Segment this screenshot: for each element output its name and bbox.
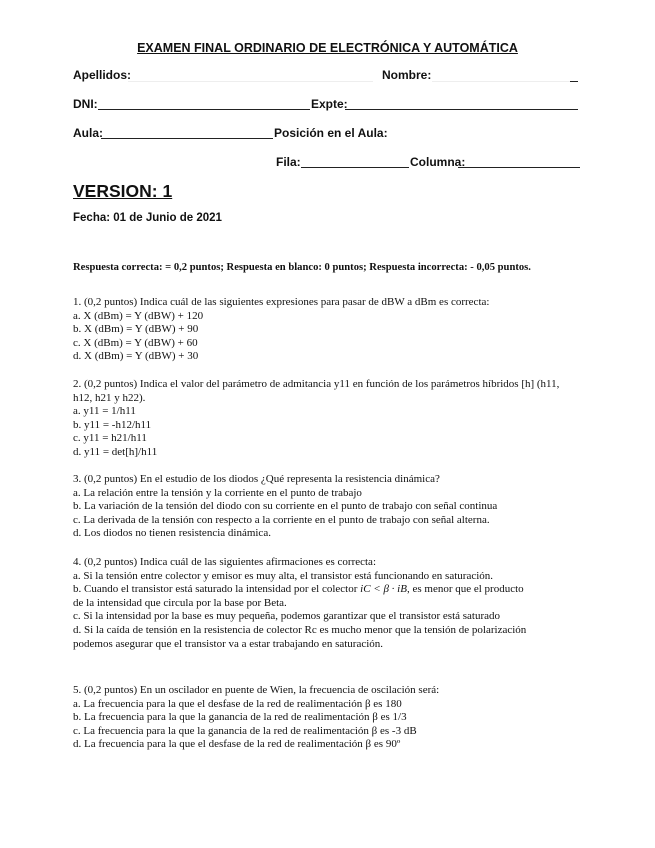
- columna-label: Columna:: [410, 155, 466, 169]
- apellidos-field[interactable]: [128, 81, 373, 82]
- option-c[interactable]: c. La derivada de la tensión con respecto a la corriente en el punto de trabajo con señal alterna.: [73, 513, 490, 526]
- question-5: [73, 684, 573, 752]
- option-a[interactable]: a. La frecuencia para la que el desfase de la red de realimentación β es 180: [73, 697, 402, 710]
- question-stem: 1. (0,2 puntos) Indica cuál de las siguientes expresiones para pasar de dBW a dBm es correcta:: [73, 296, 490, 308]
- exam-date: Fecha: 01 de Junio de 2021: [73, 212, 222, 224]
- version-heading: VERSION: 1: [73, 181, 173, 201]
- option-d[interactable]: d. X (dBm) = Y (dBW) + 30: [73, 350, 199, 363]
- fila-label: Fila:: [276, 155, 301, 169]
- question-stem: 4. (0,2 puntos) Indica cuál de las siguientes afirmaciones es correcta:: [73, 556, 376, 568]
- option-d[interactable]: d. Si la caída de tensión en la resistencia de colector Rc es mucho menor que la tensión de polarización: [73, 623, 527, 636]
- question-3: [73, 473, 573, 541]
- question-stem: 3. (0,2 puntos) En el estudio de los diodos ¿Qué representa la resistencia dinámica?: [73, 473, 440, 485]
- option-a[interactable]: a. La relación entre la tensión y la corriente en el punto de trabajo: [73, 486, 362, 499]
- option-a[interactable]: a. X (dBm) = Y (dBW) + 120: [73, 309, 204, 322]
- aula-field[interactable]: [101, 138, 273, 139]
- scoring-rules: Respuesta correcta: = 0,2 puntos; Respuesta en blanco: 0 puntos; Respuesta incorrecta: - 0,05 puntos.: [73, 262, 531, 273]
- option-b[interactable]: b. X (dBm) = Y (dBW) + 90: [73, 323, 199, 336]
- option-d[interactable]: d. Los diodos no tienen resistencia dinámica.: [73, 527, 271, 540]
- option-a[interactable]: a. y11 = 1/h11: [73, 405, 136, 418]
- nombre-field-end: [570, 81, 578, 82]
- question-1: [73, 296, 573, 364]
- dni-label: DNI:: [73, 97, 98, 111]
- nombre-label: Nombre:: [382, 68, 432, 82]
- option-b-text: b. Cuando el transistor está saturado la intensidad por el colector: [73, 583, 358, 596]
- option-d-continuation: podemos asegurar que el transistor va a estar trabajando en saturación.: [73, 637, 384, 650]
- option-c[interactable]: c. La frecuencia para la que la ganancia de la red de realimentación β es -3 dB: [73, 724, 417, 737]
- expte-field[interactable]: [345, 109, 578, 110]
- apellidos-label: Apellidos:: [73, 68, 132, 82]
- option-b[interactable]: b. La frecuencia para la que la ganancia de la red de realimentación β es 1/3: [73, 711, 407, 724]
- aula-label: Aula:: [73, 126, 103, 140]
- option-b-continuation: de la intensidad que circula por la base por Beta.: [73, 596, 287, 609]
- option-d[interactable]: d. y11 = det[h]/h11: [73, 445, 158, 458]
- option-c[interactable]: c. y11 = h21/h11: [73, 432, 147, 445]
- fila-field[interactable]: [301, 167, 409, 168]
- option-b-tail: , es menor que el producto: [406, 583, 524, 596]
- option-b[interactable]: b. y11 = -h12/h11: [73, 418, 152, 431]
- option-b[interactable]: b. La variación de la tensión del diodo con su corriente en el punto de trabajo con señal continua: [73, 500, 498, 513]
- nombre-field[interactable]: [432, 81, 578, 82]
- option-d[interactable]: d. La frecuencia para la que el desfase de la red de realimentación β es 90º: [73, 738, 401, 751]
- question-2: [73, 378, 573, 460]
- dni-field[interactable]: [98, 109, 310, 110]
- question-stem: 5. (0,2 puntos) En un oscilador en puente de Wien, la frecuencia de oscilación será:: [73, 684, 440, 696]
- question-stem: 2. (0,2 puntos) Indica el valor del parámetro de admitancia y11 en función de los parámetros híbridos [h] (h11, h12, h21 y h22).: [73, 378, 560, 404]
- option-a[interactable]: a. Si la tensión entre colector y emisor es muy alta, el transistor está funcionando en saturación.: [73, 569, 494, 582]
- option-c[interactable]: c. X (dBm) = Y (dBW) + 60: [73, 336, 198, 349]
- posicion-label: Posición en el Aula:: [274, 126, 388, 140]
- option-c[interactable]: c. Si la intensidad por la base es muy pequeña, podemos garantizar que el transistor está saturado: [73, 610, 501, 623]
- collector-current-formula: iC < β · iB: [360, 583, 407, 596]
- option-b[interactable]: [73, 583, 573, 597]
- expte-label: Expte:: [311, 97, 348, 111]
- columna-field[interactable]: [458, 167, 580, 168]
- exam-title: EXAMEN FINAL ORDINARIO DE ELECTRÓNICA Y AUTOMÁTICA: [137, 41, 518, 55]
- question-4: [73, 556, 573, 651]
